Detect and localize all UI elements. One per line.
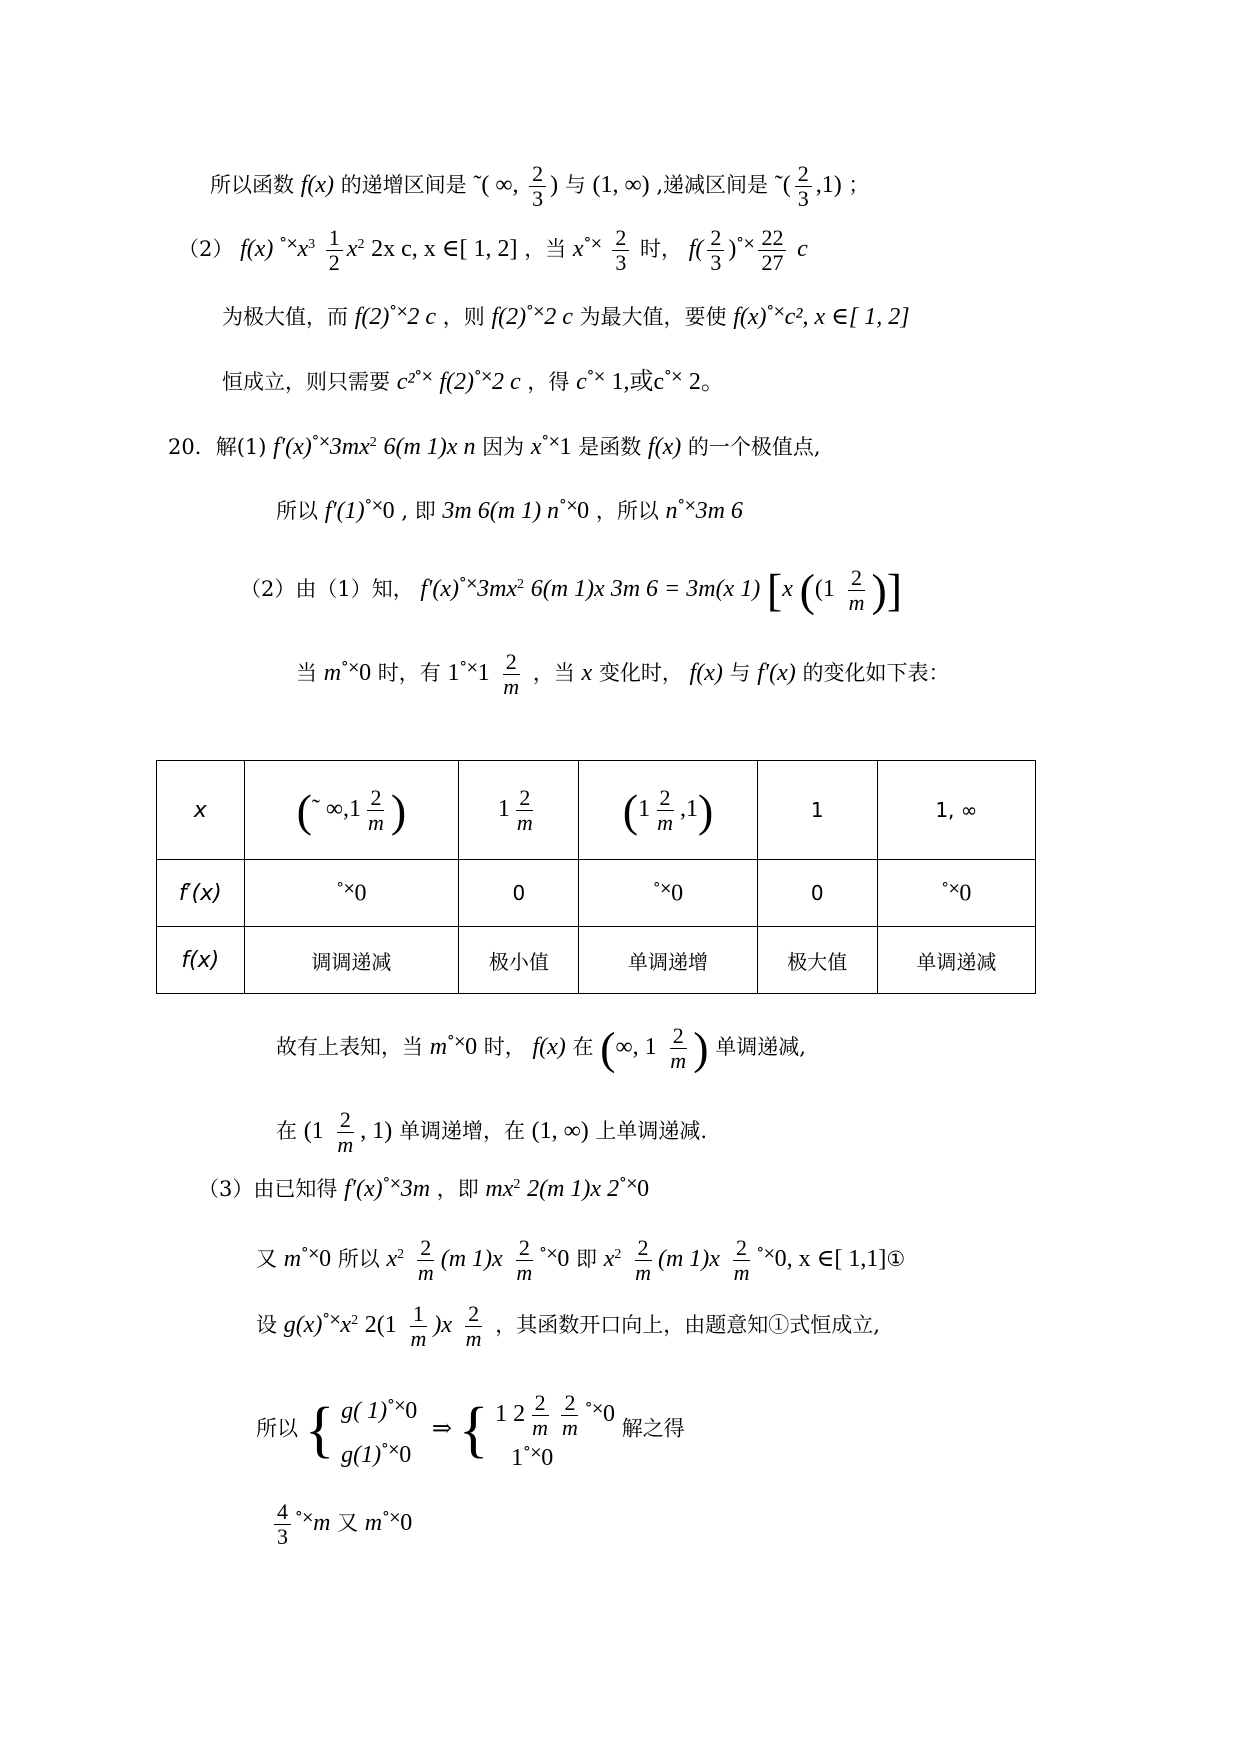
- math: g(x): [283, 1312, 323, 1338]
- math: f(x): [532, 1034, 566, 1060]
- math: (m 1)x: [440, 1246, 503, 1272]
- math: m: [429, 1034, 448, 1060]
- math: 2x c, x ∈[ 1, 2]: [371, 236, 518, 262]
- table-cell: 单调递增: [579, 927, 757, 994]
- math: 1,或c: [611, 369, 665, 395]
- math: ( ∞,: [481, 172, 519, 198]
- text: 恒成立，则只需要: [222, 370, 390, 394]
- text: （2）由（1）知，: [240, 577, 414, 601]
- math: f(x): [647, 434, 682, 460]
- text: 20．解(1): [168, 435, 267, 459]
- math: 2 c: [492, 369, 521, 395]
- fraction: $\frac{2}{m}$: [337, 1107, 354, 1157]
- math: f(2): [439, 369, 474, 395]
- math: f(2): [354, 304, 390, 330]
- text: 在: [572, 1035, 594, 1059]
- table-cell: 极小值: [459, 927, 579, 994]
- text: 设: [256, 1313, 277, 1337]
- table-cell: °×0: [579, 860, 757, 927]
- text: ，则: [442, 305, 485, 329]
- s20-when: 当 m°×0 时，有 1°×1 $\frac{2}{m}$ ，当 x 变化时， f(x) 与 f′(x) 的变化如下表：: [296, 649, 950, 699]
- math: x: [782, 576, 793, 602]
- s20-part3-line2: 又 m°×0 所以 $x^2$ $\frac{2}{m}$ (m 1)x $\frac{2}{m}$ °×0 即 $x^2$ $\frac{2}{m}$ (m 1)x $\frac{2}{m}$ °×0, x ∈[ 1,1]①: [256, 1235, 906, 1285]
- s20-conclusion2: [276, 1108, 707, 1157]
- text: 为最大值，要使: [579, 305, 727, 329]
- text: 变化时，: [598, 661, 683, 685]
- math: 0: [637, 1176, 650, 1202]
- math: , 1): [360, 1118, 393, 1144]
- math: x: [386, 1246, 398, 1272]
- math: x: [340, 1312, 352, 1338]
- math: f(x): [733, 304, 767, 330]
- text: 所以函数: [210, 173, 294, 197]
- math: 0, x ∈[ 1,1]: [774, 1246, 887, 1272]
- fraction: $\frac{2}{3}$: [529, 162, 546, 211]
- math: x: [603, 1246, 615, 1272]
- math: 2(m 1)x 2: [527, 1176, 620, 1202]
- table-cell: °×0: [877, 860, 1035, 927]
- table-cell: 单调递减: [877, 927, 1035, 994]
- text: 的递增区间是: [340, 173, 467, 197]
- s20-part2: （2）由（1）知， $f'(x)^{^\circ\times}3mx^2$ 6(m 1)x 3m 6 = 3m(x 1) [x ((1 $\frac{2}{m}$ )]: [240, 564, 903, 616]
- text: 所以: [256, 1416, 298, 1441]
- fraction: $\frac{2}{m}$: [417, 1235, 434, 1285]
- math: m: [283, 1246, 302, 1272]
- fraction: $\frac{2}{3}$: [707, 226, 724, 275]
- math: 2 c: [407, 304, 437, 330]
- math: (1, ∞): [592, 172, 650, 198]
- text: ①: [886, 1247, 906, 1271]
- math: 3m 6: [695, 498, 743, 524]
- fraction: $\frac{1}{m}$: [410, 1301, 427, 1351]
- math: 3mx: [477, 576, 518, 602]
- fraction: $\frac{2}{m}$: [516, 1235, 533, 1285]
- text: 当: [296, 661, 317, 685]
- math: c: [576, 369, 587, 395]
- text: ，得: [527, 370, 570, 394]
- fraction: $\frac{2}{m}$: [670, 1023, 687, 1073]
- text: ，即: [436, 1177, 479, 1201]
- math: c: [797, 236, 808, 262]
- math: x: [530, 434, 542, 460]
- math: f(x): [300, 172, 334, 198]
- math: 6(m 1)x 3m 6 = 3m(x 1): [530, 576, 761, 602]
- text: 单调递减,: [715, 1035, 806, 1059]
- math: f(x): [240, 236, 280, 262]
- table-cell: 0: [757, 860, 877, 927]
- math: c², x ∈[ 1, 2]: [784, 304, 910, 330]
- text: 解之得: [621, 1416, 685, 1441]
- math: 1: [477, 660, 490, 686]
- fraction: $\frac{2}{3}$: [612, 226, 629, 275]
- text: 与: [564, 173, 586, 197]
- math: 0: [382, 498, 395, 524]
- text: 时，有: [377, 661, 441, 685]
- s20-line1: 20．解(1) $f'(x)^{^\circ\times}3mx^2$ 6(m 1)x n 因为 x°×1 是函数 f(x) 的一个极值点,: [168, 432, 821, 460]
- math: 3m 6(m 1) n: [442, 498, 560, 524]
- math: 0: [557, 1246, 570, 1272]
- math: f(2): [491, 304, 527, 330]
- math: (m 1)x: [657, 1246, 720, 1272]
- text: 故有上表知，当: [276, 1035, 423, 1059]
- text: 与: [729, 661, 751, 685]
- table-cell: 调调递减: [244, 927, 459, 994]
- text: ，当: [532, 661, 575, 685]
- s20-part3-line1: （3）由已知得 f′(x)°×3m ，即 $mx^2$ 2(m 1)x 2°×0: [198, 1174, 650, 1202]
- math: 0: [577, 498, 590, 524]
- s19-line3: 为极大值，而 f(2)°×2 c ，则 f(2)°×2 c 为最大值，要使 f(x)°×c², x ∈[ 1, 2]: [222, 302, 910, 330]
- s20-part3-line3: 设 $g(x)^{^\circ\times}x^2$ 2(1 $\frac{1}{m}$ )x $\frac{2}{m}$ ，其函数开口向上，由题意知①式恒成立,: [256, 1301, 880, 1351]
- fraction: $\frac{1}{2}$: [326, 226, 343, 275]
- table-row-label: f(x): [157, 927, 245, 994]
- math: f′(x): [273, 434, 312, 460]
- math: f′(1): [324, 498, 365, 524]
- text: ，所以: [595, 499, 659, 523]
- math: 0: [319, 1246, 332, 1272]
- table-cell: 0: [459, 860, 579, 927]
- table-header: 1, ∞: [877, 761, 1035, 860]
- table-row: [157, 761, 1036, 860]
- table-cell: °×0: [244, 860, 459, 927]
- math: m: [364, 1510, 383, 1536]
- text: 单调递增，在: [398, 1119, 525, 1143]
- fraction: $\frac{2}{m}$: [465, 1301, 482, 1351]
- math: 3m: [400, 1176, 431, 1202]
- math: m: [313, 1510, 331, 1536]
- text: （2）: [178, 237, 234, 261]
- math: f(x): [689, 660, 723, 686]
- fraction: $\frac{4}{3}$: [274, 1500, 291, 1549]
- text: ,递减区间是: [656, 173, 769, 197]
- s19-line2: （2） f(x) $^{^\circ\times}x^3$ $\frac{1}{2}$ $x^2$ 2x c, x ∈[ 1, 2] ，当 x°× $\frac{2}{3}$ 时， f( $\frac{2}{3}$ )°× $\frac{22}{27}$ c: [178, 225, 808, 275]
- math: x: [297, 236, 309, 262]
- fraction: $\frac{2}{m}$: [733, 1235, 750, 1285]
- math: 0: [465, 1034, 478, 1060]
- math: f′(x): [757, 660, 796, 686]
- math: x: [581, 660, 593, 686]
- table-header: (1 $\frac{2}{m}$ ,1): [579, 761, 757, 860]
- s19-line4: 恒成立，则只需要 c²°× f(2)°×2 c ，得 c°× 1,或c°× 2。: [222, 367, 725, 395]
- text: 因为: [482, 435, 525, 459]
- math: (1: [303, 1118, 324, 1144]
- text: , 即: [401, 499, 436, 523]
- text: 的变化如下表：: [802, 661, 950, 685]
- text: 是函数: [578, 435, 642, 459]
- math: (1: [814, 576, 835, 602]
- table-row: [157, 860, 1036, 927]
- fraction: $\frac{22}{27}$: [758, 226, 786, 275]
- table-row-label: f′(x): [157, 860, 245, 927]
- text: 的一个极值点,: [687, 435, 821, 459]
- s20-part3-final: $\frac{4}{3}$ °×m 又 m°×0: [270, 1500, 412, 1549]
- text: 又: [337, 1511, 359, 1535]
- math: 1: [447, 660, 460, 686]
- table-header: 1: [757, 761, 877, 860]
- math: 1: [559, 434, 572, 460]
- table-header-x: x: [157, 761, 245, 860]
- text: ，其函数开口向上，由题意知①式恒成立,: [495, 1313, 880, 1337]
- math: 3mx: [329, 434, 370, 460]
- math: f′(x): [344, 1176, 383, 1202]
- math: m: [323, 660, 342, 686]
- math: ∞, 1: [615, 1034, 657, 1060]
- math: f(: [688, 236, 704, 262]
- text: （3）由已知得: [198, 1177, 338, 1201]
- math: x: [572, 236, 584, 262]
- text: 所以: [276, 499, 318, 523]
- math: )x: [433, 1312, 452, 1338]
- fraction: $\frac{2}{m}$: [635, 1235, 651, 1285]
- math: mx: [485, 1176, 514, 1202]
- variation-table: [156, 760, 1036, 994]
- table-header: (˜ ∞,1 $\frac{2}{m}$ ): [244, 761, 459, 860]
- fraction: $\frac{2}{3}$: [795, 162, 812, 211]
- math: 2。: [688, 369, 725, 395]
- text: ；: [848, 173, 870, 197]
- s20-part3-system: 所以 { g( 1)°×0 g(1)°×0 ⇒ { 1 2 $\frac{2}{m}$ $\frac{2}{m}$ °×0 1°×0 解之得: [256, 1389, 685, 1471]
- text: ，当: [524, 237, 567, 261]
- math: 2 c: [544, 304, 573, 330]
- math: ⇒: [431, 1415, 452, 1442]
- text: 所以: [337, 1247, 380, 1271]
- table-row: [157, 927, 1036, 994]
- table-header: 1 $\frac{2}{m}$: [459, 761, 579, 860]
- text: 上单调递减.: [595, 1119, 708, 1143]
- s20-line2: 所以 f′(1)°×0 , 即 3m 6(m 1) n°×0 ，所以 n°×3m 6: [276, 496, 743, 524]
- s20-conclusion1: 故有上表知，当 m°×0 时， f(x) 在 (∞, 1 $\frac{2}{m}$ ) 单调递减,: [276, 1022, 806, 1074]
- text: 为极大值，而: [222, 305, 348, 329]
- math: n: [665, 498, 678, 524]
- math: 0: [359, 660, 372, 686]
- math: f′(x): [420, 576, 459, 602]
- math: x: [346, 236, 358, 262]
- math: (1, ∞): [531, 1118, 589, 1144]
- math: 2(1: [364, 1312, 397, 1338]
- math: 6(m 1)x n: [383, 434, 476, 460]
- table-cell: 极大值: [757, 927, 877, 994]
- text: 又: [256, 1247, 277, 1271]
- text: 即: [576, 1247, 598, 1271]
- math: c²: [396, 369, 415, 395]
- math: 0: [400, 1510, 413, 1536]
- text: 时，: [640, 237, 683, 261]
- fraction: $\frac{2}{m}$: [503, 649, 520, 699]
- s19-line1: 所以函数 f(x) 的递增区间是 ˜( ∞, $\frac{2}{3}$ ) 与 (1, ∞) ,递减区间是 ˜( $\frac{2}{3}$ ,1) ；: [210, 161, 870, 211]
- text: 在: [276, 1119, 297, 1143]
- fraction: $\frac{2}{m}$: [848, 565, 865, 615]
- text: 时，: [483, 1035, 526, 1059]
